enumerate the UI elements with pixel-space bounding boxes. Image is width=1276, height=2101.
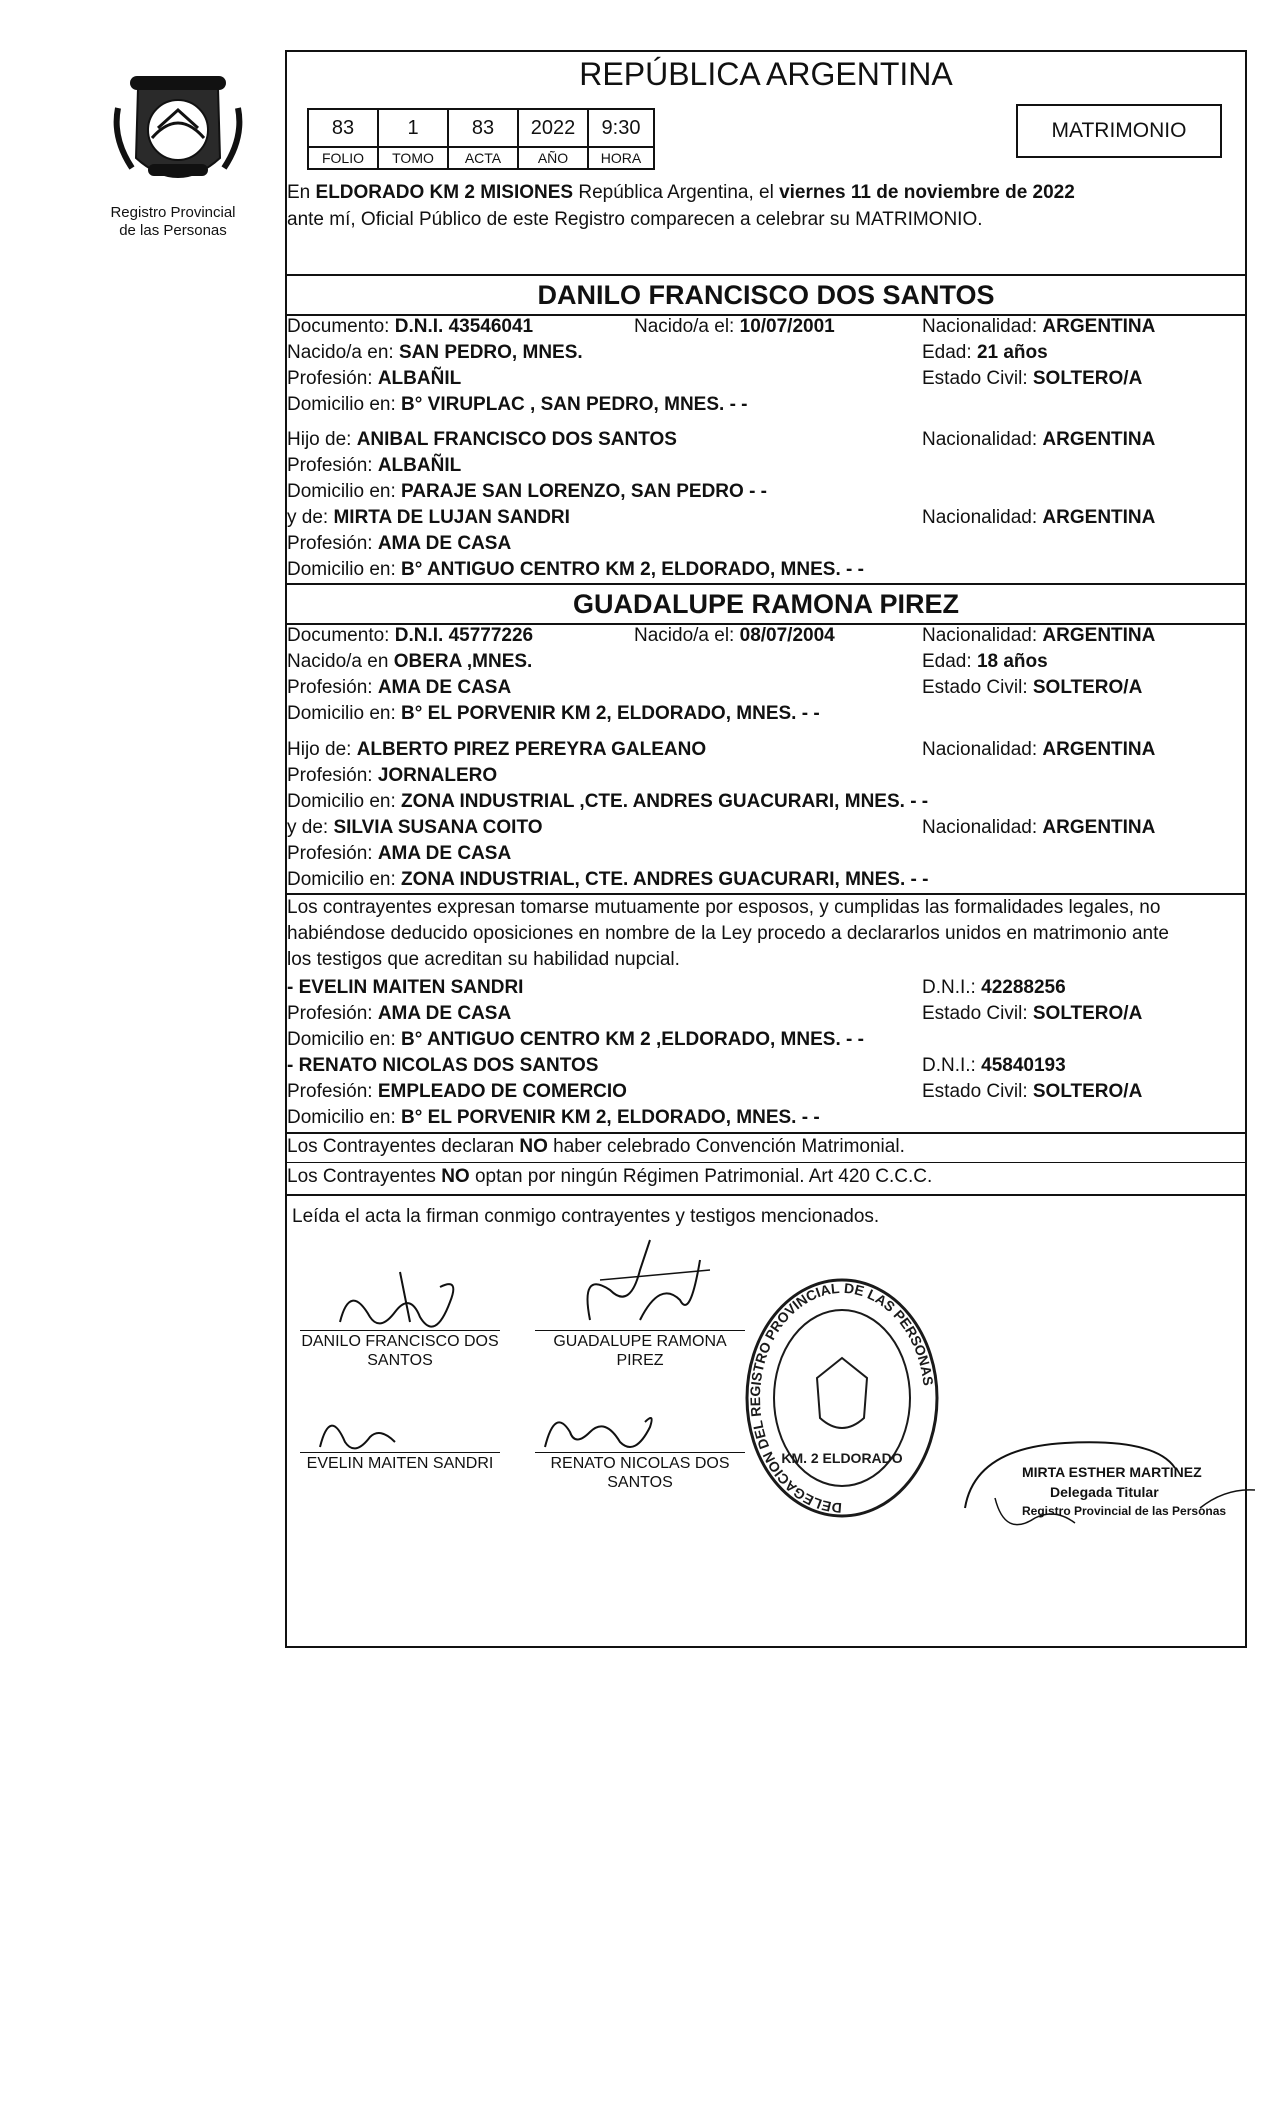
signature-line — [300, 1452, 500, 1453]
c2-birthplace: Nacido/a en OBERA ,MNES. — [287, 651, 533, 672]
witness2-address: Domicilio en: B° EL PORVENIR KM 2, ELDORADO, MNES. - - — [287, 1107, 820, 1128]
c1-father-address: Domicilio en: PARAJE SAN LORENZO, SAN PEDRO - - — [287, 481, 768, 502]
c1-mother-address: Domicilio en: B° ANTIGUO CENTRO KM 2, ELDORADO, MNES. - - — [287, 559, 864, 580]
signature-line — [300, 1330, 500, 1331]
witness1-name: - EVELIN MAITEN SANDRI — [287, 977, 524, 998]
witness1-profession: Profesión: AMA DE CASA — [287, 1003, 512, 1024]
c2-mother-profession: Profesión: AMA DE CASA — [287, 843, 512, 864]
c1-mother: y de: MIRTA DE LUJAN SANDRI — [287, 507, 570, 528]
declaration-line-2: habiéndose deducido oposiciones en nombre de la Ley procedo a declararlos unidos en matrimonio ante — [287, 923, 1169, 944]
divider — [285, 583, 1247, 585]
c2-civil-status: Estado Civil: SOLTERO/A — [922, 677, 1143, 698]
c2-father: Hijo de: ALBERTO PIREZ PEREYRA GALEANO — [287, 739, 707, 760]
note-regime: Los Contrayentes NO optan por ningún Régimen Patrimonial. Art 420 C.C.C. — [287, 1166, 933, 1187]
c2-age: Edad: 18 años — [922, 651, 1048, 672]
c2-nationality: Nacionalidad: ARGENTINA — [922, 625, 1156, 646]
note-convention: Los Contrayentes declaran NO haber celebrado Convención Matrimonial. — [287, 1136, 905, 1157]
c1-nationality: Nacionalidad: ARGENTINA — [922, 316, 1156, 337]
c1-mother-profession: Profesión: AMA DE CASA — [287, 533, 512, 554]
witness2-name: - RENATO NICOLAS DOS SANTOS — [287, 1055, 599, 1076]
c2-mother-nationality: Nacionalidad: ARGENTINA — [922, 817, 1156, 838]
official-org: Registro Provincial de las Personas — [1022, 1504, 1227, 1518]
c1-profession: Profesión: ALBAÑIL — [287, 368, 462, 389]
signature-line — [535, 1452, 745, 1453]
c1-age: Edad: 21 años — [922, 342, 1048, 363]
c1-mother-nationality: Nacionalidad: ARGENTINA — [922, 507, 1156, 528]
c2-father-nationality: Nacionalidad: ARGENTINA — [922, 739, 1156, 760]
divider — [285, 1194, 1247, 1196]
contrayente2-name: GUADALUPE RAMONA PIREZ — [572, 589, 959, 619]
stamp-ring-text: DELEGACION DEL REGISTRO PROVINCIAL DE LAS PERSONAS — [746, 1279, 937, 1517]
c2-father-address: Domicilio en: ZONA INDUSTRIAL ,CTE. ANDRES GUACURARI, MNES. - - — [287, 791, 929, 812]
page-title: REPÚBLICA ARGENTINA — [579, 56, 953, 92]
witness2-dni: D.N.I.: 45840193 — [922, 1055, 1066, 1076]
c2-father-profession: Profesión: JORNALERO — [287, 765, 498, 786]
signature-name-1: DANILO FRANCISCO DOS SANTOS — [301, 1333, 499, 1369]
provincial-seal-icon — [108, 68, 248, 198]
signature-line — [535, 1330, 745, 1331]
witness1-address: Domicilio en: B° ANTIGUO CENTRO KM 2 ,ELDORADO, MNES. - - — [287, 1029, 864, 1050]
c1-document: Documento: D.N.I. 43546041 — [287, 316, 534, 337]
c2-address: Domicilio en: B° EL PORVENIR KM 2, ELDORADO, MNES. - - — [287, 703, 820, 724]
signature-guadalupe — [540, 1230, 740, 1340]
witness1-dni: D.N.I.: 42288256 — [922, 977, 1066, 998]
c1-birth-date: Nacido/a el: 10/07/2001 — [634, 316, 835, 337]
c2-mother-address: Domicilio en: ZONA INDUSTRIAL, CTE. ANDRES GUACURARI, MNES. - - — [287, 869, 929, 890]
record-boxes — [307, 108, 655, 170]
c1-father-nationality: Nacionalidad: ARGENTINA — [922, 429, 1156, 450]
witness1-civil-status: Estado Civil: SOLTERO/A — [922, 1003, 1143, 1024]
c2-document: Documento: D.N.I. 45777226 — [287, 625, 534, 646]
document-type-box: MATRIMONIO — [1016, 104, 1222, 158]
c1-address: Domicilio en: B° VIRUPLAC , SAN PEDRO, MNES. - - — [287, 394, 748, 415]
c1-father-profession: Profesión: ALBAÑIL — [287, 455, 462, 476]
signature-name-3: EVELIN MAITEN SANDRI — [306, 1455, 494, 1472]
c1-father: Hijo de: ANIBAL FRANCISCO DOS SANTOS — [287, 429, 677, 450]
registry-label: Registro Provincial de las Personas — [110, 204, 236, 239]
divider — [285, 1162, 1247, 1163]
acta-cell: 83 ACTA — [449, 110, 519, 168]
hora-cell: 9:30 HORA — [589, 110, 653, 168]
signature-evelin — [300, 1402, 500, 1462]
declaration-line-3: los testigos que acreditan su habilidad nupcial. — [287, 949, 680, 970]
signature-name-4: RENATO NICOLAS DOS SANTOS — [550, 1455, 730, 1491]
contrayente1-name: DANILO FRANCISCO DOS SANTOS — [537, 280, 995, 310]
tomo-cell: 1 TOMO — [379, 110, 449, 168]
intro-line-2: ante mí, Oficial Público de este Registro comparecen a celebrar su MATRIMONIO. — [287, 209, 983, 230]
signature-name-2: GUADALUPE RAMONA PIREZ — [553, 1333, 727, 1369]
official-signature — [955, 1428, 1255, 1578]
c1-civil-status: Estado Civil: SOLTERO/A — [922, 368, 1143, 389]
declaration-line-1: Los contrayentes expresan tomarse mutuamente por esposos, y cumplidas las formalidades legales, no — [287, 897, 1161, 918]
witness2-civil-status: Estado Civil: SOLTERO/A — [922, 1081, 1143, 1102]
folio-cell: 83 FOLIO — [309, 110, 379, 168]
c2-mother: y de: SILVIA SUSANA COITO — [287, 817, 543, 838]
official-title: Delegada Titular — [1050, 1484, 1159, 1500]
c2-birth-date: Nacido/a el: 08/07/2004 — [634, 625, 835, 646]
signatures-intro: Leída el acta la firman conmigo contrayentes y testigos mencionados. — [292, 1206, 880, 1227]
signature-renato — [535, 1402, 745, 1462]
official-name: MIRTA ESTHER MARTINEZ — [1022, 1464, 1202, 1480]
intro-line-1: En ELDORADO KM 2 MISIONES República Argentina, el viernes 11 de noviembre de 2022 — [287, 182, 1075, 203]
witness2-profession: Profesión: EMPLEADO DE COMERCIO — [287, 1081, 627, 1102]
registry-stamp — [742, 1278, 942, 1528]
c1-birthplace: Nacido/a en: SAN PEDRO, MNES. — [287, 342, 583, 363]
stamp-center-text: KM. 2 ELDORADO — [781, 1450, 903, 1466]
c2-profession: Profesión: AMA DE CASA — [287, 677, 512, 698]
ano-cell: 2022 AÑO — [519, 110, 589, 168]
divider — [285, 274, 1247, 276]
